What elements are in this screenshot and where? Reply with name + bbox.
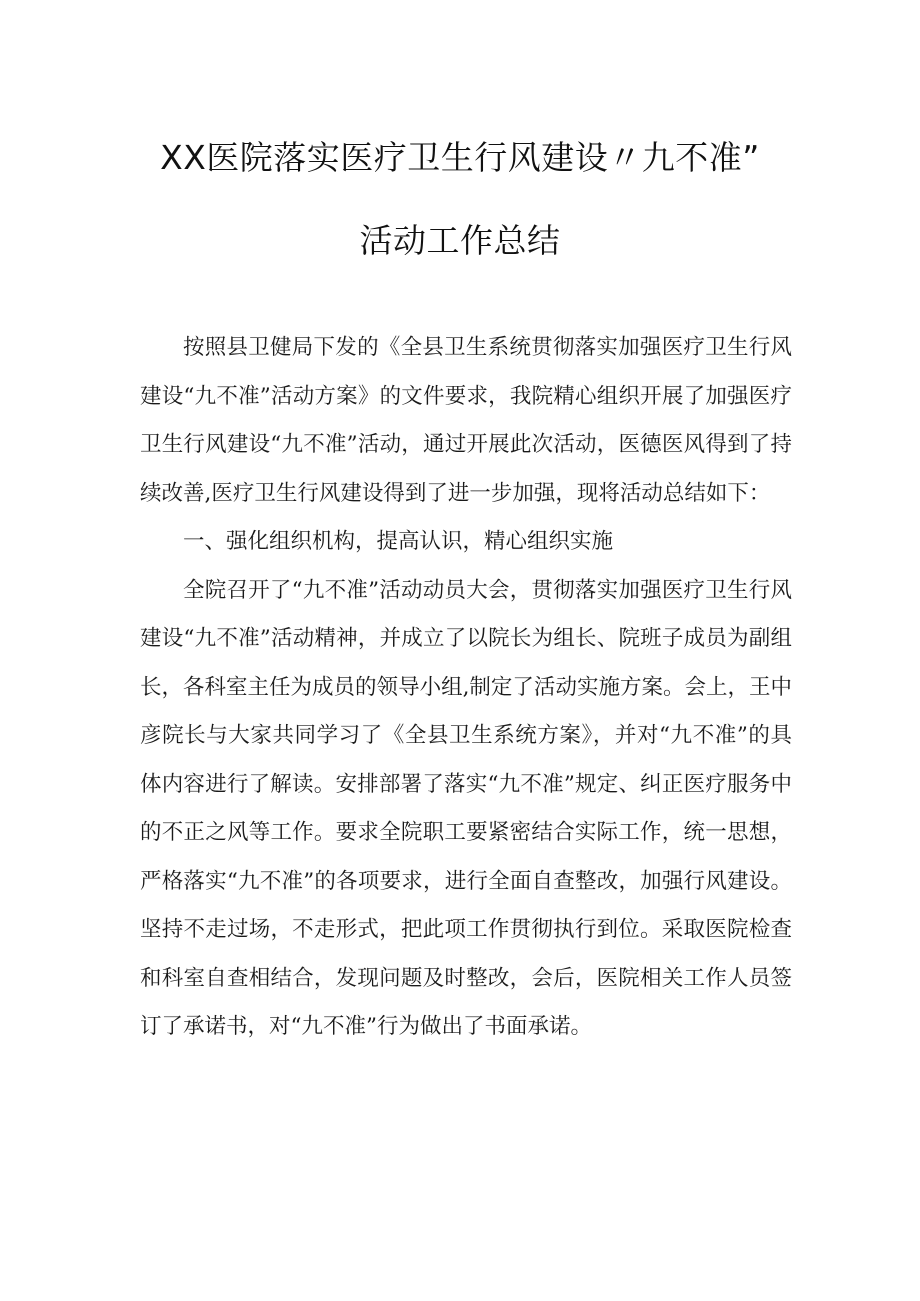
- section-paragraph: 全院召开了“九不准”活动动员大会，贯彻落实加强医疗卫生行风建设“九不准”活动精神，并成立了以院长为组长、院班子成员为副组长，各科室主任为成员的领导小组,制定了活动实施方案。会上，王中彦院长与大家共同学习了《全县卫生系统方案》，并对“九不准”的具体内容进行了解读。安排部署了落实“九不准”规定、纠正医疗服务中的不正之风等工作。要求全院职工要紧密结合实际工作，统一思想，严格落实“九不准”的各项要求，进行全面自查整改，加强行风建设。坚持不走过场，不走形式，把此项工作贯彻执行到位。采取医院检查和科室自查相结合，发现问题及时整改，会后，医院相关工作人员签订了承诺书，对“九不准”行为做出了书面承诺。: [140, 577, 792, 1039]
- document-title-line-1: XX医院落实医疗卫生行风建设〃九不准”: [160, 138, 760, 177]
- document-title-line-2: 活动工作总结: [359, 221, 561, 260]
- intro-paragraph: 按照县卫健局下发的《全县卫生系统贯彻落实加强医疗卫生行风建设“九不准”活动方案》的文件要求，我院精心组织开展了加强医疗卫生行风建设“九不准”活动，通过开展此次活动，医德医风得到了持续改善,医疗卫生行风建设得到了进一步加强，现将活动总结如下：: [140, 335, 792, 506]
- section-heading: 一、强化组织机构，提高认识，精心组织实施: [183, 529, 614, 554]
- document-body: [140, 324, 792, 1052]
